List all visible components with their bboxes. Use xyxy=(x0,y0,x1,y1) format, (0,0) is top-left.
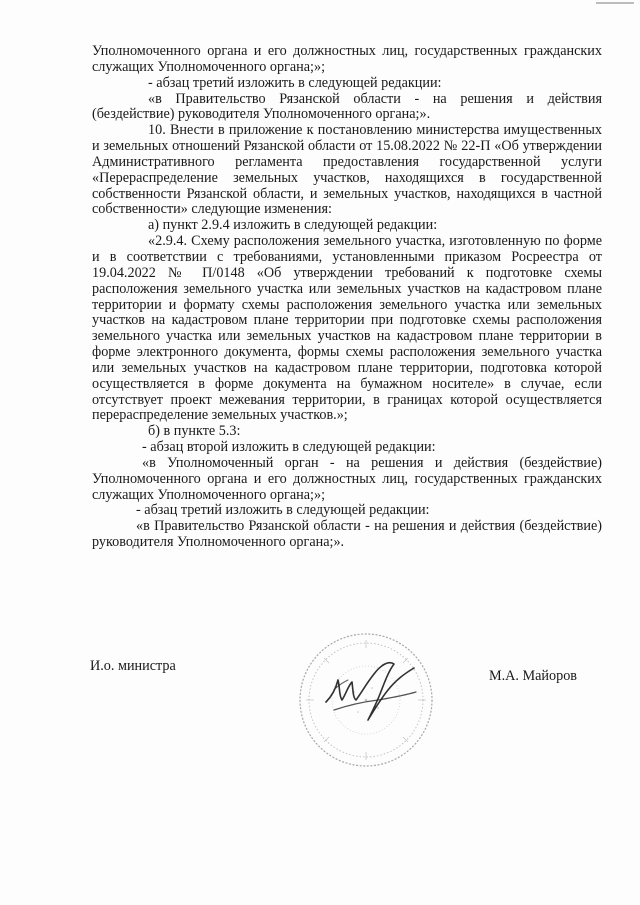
paragraph-instruction-2: - абзац второй изложить в следующей редакции: xyxy=(142,439,436,456)
document-body xyxy=(92,44,602,551)
paragraph-item-10: 10. Внести в приложение к постановлению министерства имущественных и земельных отношений Рязанской области от 15.08.2022 № 22-П «Об утверждении Административного регламента предоставления государственной услуги «Перераспределение земельных участков, находящихся в государственной собственности Рязанской области, и земельных участков, находящихся в частной собственности» следующие изменения: xyxy=(92,122,602,218)
paragraph-item-b: б) в пункте 5.3: xyxy=(148,423,241,440)
paragraph-continuation: Уполномоченного органа и его должностных лиц, государственных гражданских служащих Уполномоченного органа;»; xyxy=(92,43,602,75)
paragraph-instruction: - абзац третий изложить в следующей редакции: xyxy=(148,74,442,91)
paragraph-quote-3: «в Уполномоченный орган - на решения и действия (бездействие) Уполномоченного органа и его должностных лиц, государственных гражданских служащих Уполномоченного органа;»; xyxy=(92,454,602,503)
paragraph-quote-4: «в Правительство Рязанской области - на решения и действия (бездействие) руководителя Уполномоченного органа;». xyxy=(92,518,602,551)
paragraph-quote-2-9-4: «2.9.4. Схему расположения земельного участка, изготовленную по форме и в соответствии с требованиями, установленными приказом Росреестра от 19.04.2022 № П/0148 «Об утверждении требований к подготовке схемы расположения земельного участка или земельных участков на кадастровом плане территории и формату схемы расположения земельного участка или земельных участков на кадастровом плане территории при подготовке схемы расположения земельного участка или земельных участков на кадастровом плане территории в форме электронного документа, формы схемы расположения земельного участка или земельных участков на кадастровом плане территории, подготовка которой осуществляется в форме документа на бумажном носителе» в случае, если отсутствует проект межевания территории, в границах которой осуществляется перераспределение земельных участков.»; xyxy=(92,233,602,424)
paragraph-instruction-3: - абзац третий изложить в следующей редакции: xyxy=(136,502,430,519)
signatory-name: М.А. Майоров xyxy=(489,668,577,684)
scan-edge-mark xyxy=(596,2,634,4)
handwritten-signature xyxy=(318,650,428,730)
paragraph-quote: «в Правительство Рязанской области - на решения и действия (бездействие) руководителя Уполномоченного органа;». xyxy=(92,90,602,123)
paragraph-item-a: а) пункт 2.9.4 изложить в следующей редакции: xyxy=(148,217,438,234)
signatory-role: И.о. министра xyxy=(90,658,176,674)
